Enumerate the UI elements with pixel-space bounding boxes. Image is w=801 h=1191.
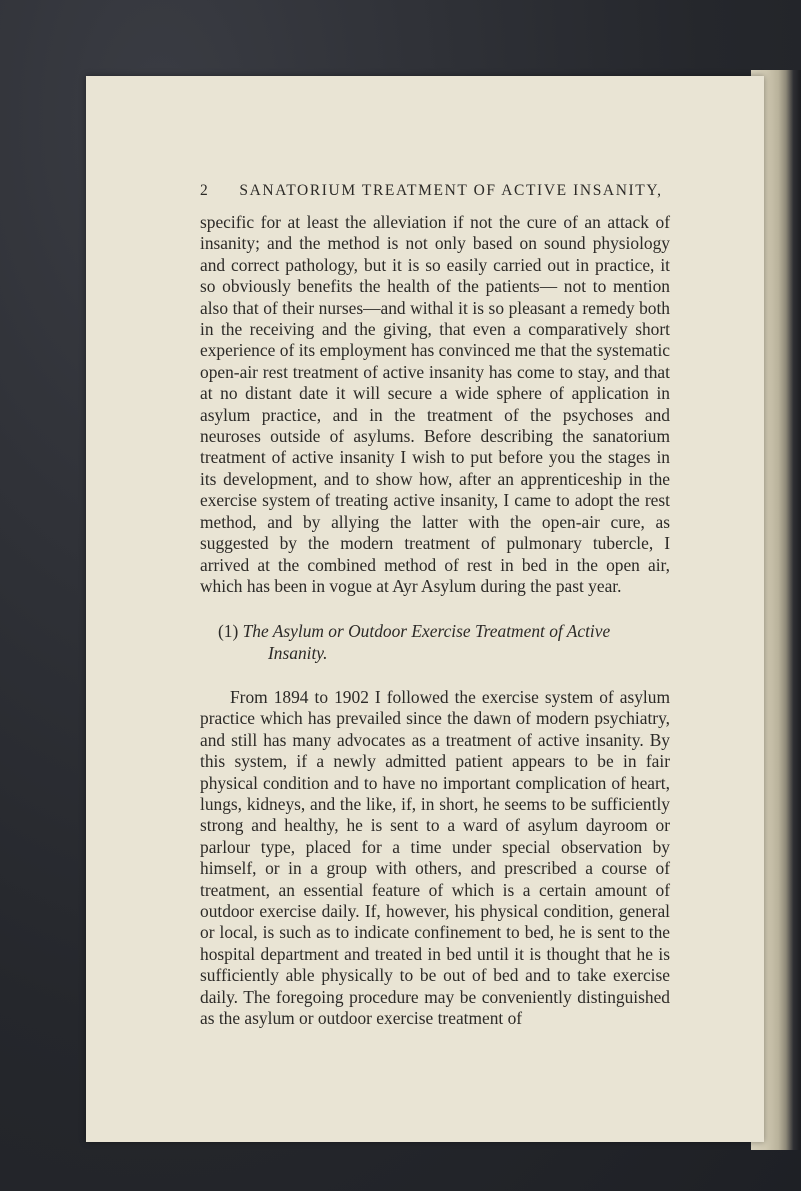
running-head-title: SANATORIUM TREATMENT OF ACTIVE INSANITY, <box>239 182 663 199</box>
paragraph-2: From 1894 to 1902 I followed the exercise system of asylum practice which has prevailed since the dawn of modern psychiatry, and still has many advocates as a treatment of active insanity. By this system, if a newly admitted patient appears to be in fair physical condition and to have no important complication of heart, lungs, kidneys, and the like, if, in short, he seems to be sufficiently strong and healthy, he is sent to a ward of asylum dayroom or parlour type, placed for a time under special observation by himself, or in a group with others, and prescribed a course of treatment, an essential feature of which is a certain amount of outdoor exercise daily. If, however, his physical condition, general or local, is such as to indicate confinement to bed, he is sent to the hospital department and treated in bed until it is thought that he is sufficiently able physically to be out of bed and to take exercise daily. The foregoing procedure may be conveniently distinguished as the asylum or outdoor exercise treatment of <box>200 687 670 1029</box>
page-number: 2 <box>200 182 210 199</box>
running-head <box>200 182 663 200</box>
section-number: (1) <box>218 621 239 641</box>
paragraph-1: specific for at least the alleviation if not the cure of an attack of insanity; and the method is not only based on sound physiology and correct pathology, but it is so easily carried out in practice, it so obviously benefits the health of the patients— not to mention also that of their nurses—and withal it is so pleasant a remedy both in the receiving and the giving, that even a comparatively short experience of its employment has convinced me that the systematic open-air rest treatment of active insanity has come to stay, and that at no distant date it will secure a wide sphere of application in asylum practice, and in the treatment of the psychoses and neuroses outside of asylums. Before describing the sanatorium treatment of active insanity I wish to put before you the stages in its development, and to show how, after an apprenticeship in the exercise system of treating active insanity, I came to adopt the rest method, and by allying the latter with the open-air cure, as suggested by the modern treatment of pulmonary tubercle, I arrived at the combined method of rest in bed in the open air, which has been in vogue at Ayr Asylum during the past year. <box>200 212 670 596</box>
section-title-line-2: Insanity. <box>268 643 328 663</box>
section-heading <box>218 620 658 664</box>
section-title-line-1: The Asylum or Outdoor Exercise Treatment of Active <box>242 621 611 641</box>
